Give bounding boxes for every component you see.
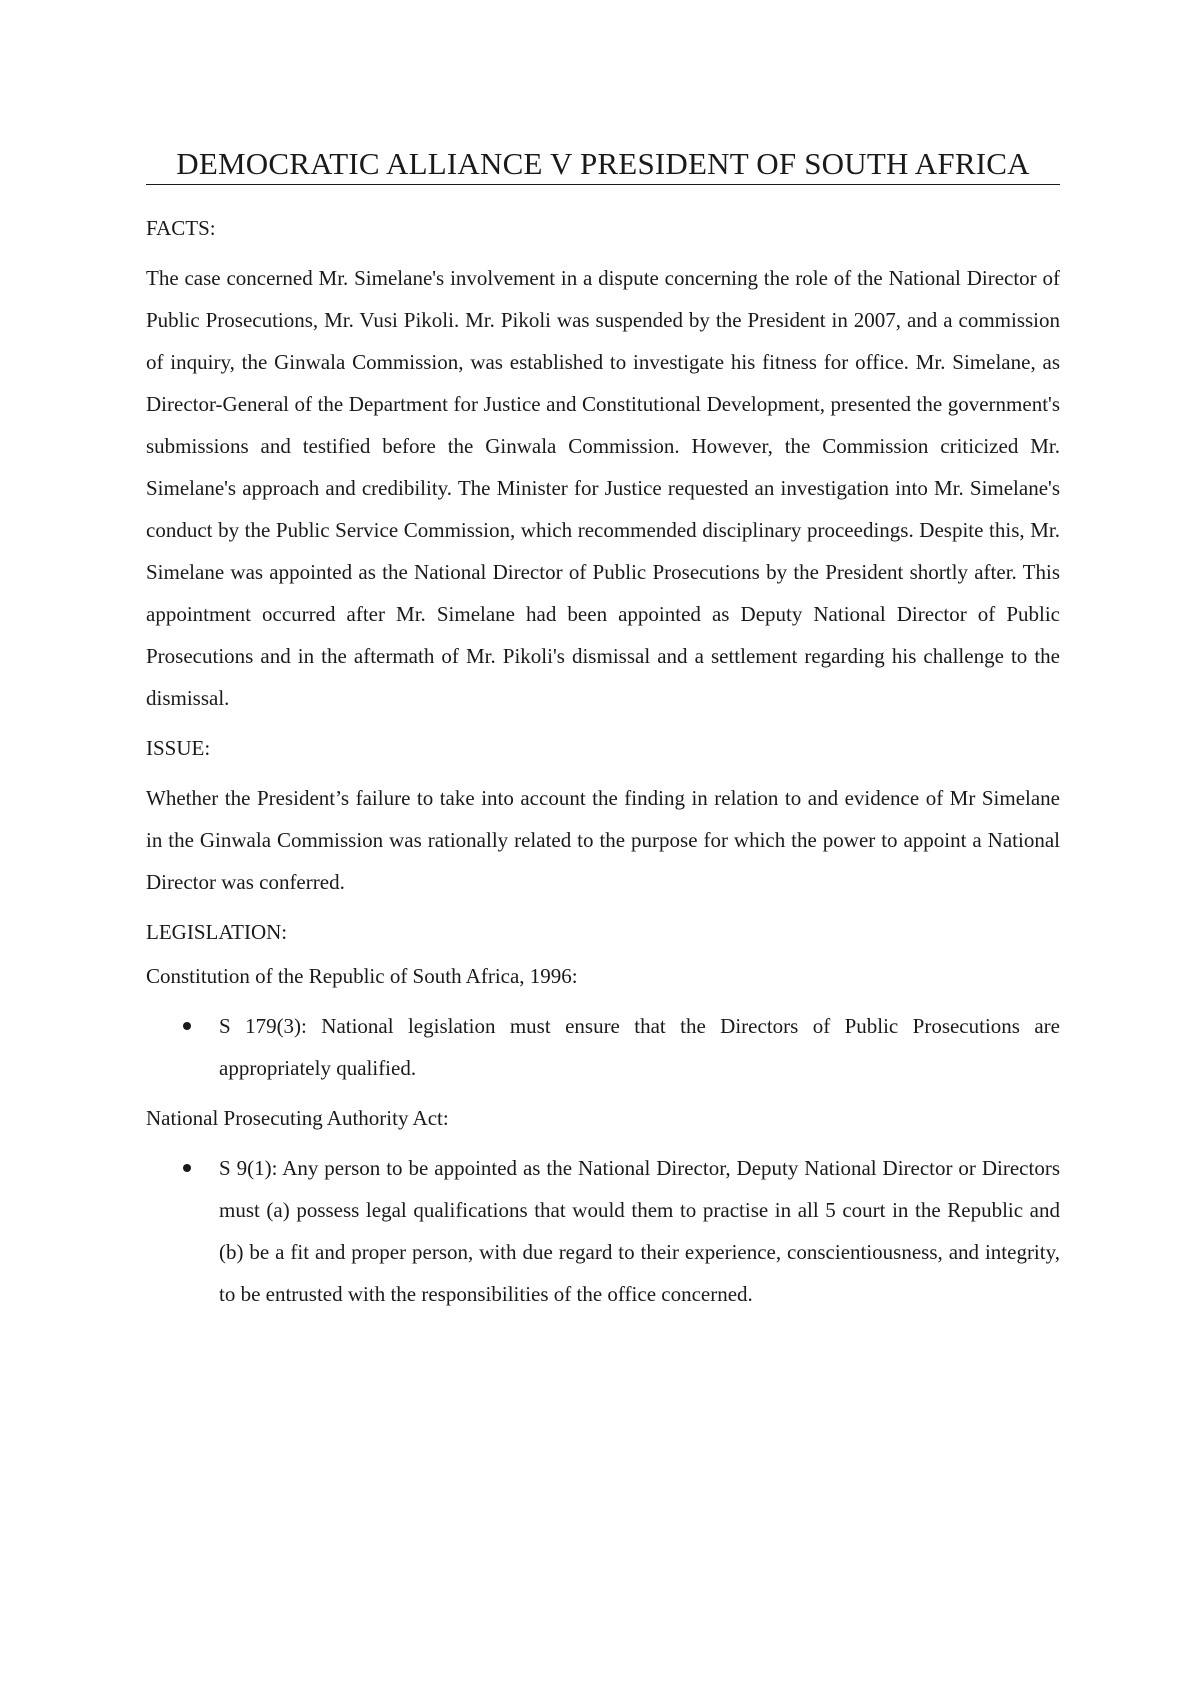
constitution-label: Constitution of the Republic of South Africa, 1996:	[146, 964, 578, 988]
legislation-heading: LEGISLATION:	[146, 920, 288, 944]
list-item-text: S 9(1): Any person to be appointed as the National Director, Deputy National Director or Directors must (a) possess legal qualifications that would them to practise in all 5 court in the Republic and (b) be a fit and proper person, with due regard to their experience, conscientiousness, and integrity, to be entrusted with the responsibilities of the office concerned.	[219, 1156, 1060, 1306]
bullet-icon	[183, 1164, 191, 1172]
facts-paragraph: The case concerned Mr. Simelane's involvement in a dispute concerning the role of the National Director of Public Prosecutions, Mr. Vusi Pikoli. Mr. Pikoli was suspended by the President in 2007, and a commission of inquiry, the Ginwala Commission, was established to investigate his fitness for office. Mr. Simelane, as Director-General of the Department for Justice and Constitutional Development, presented the government's submissions and testified before the Ginwala Commission. However, the Commission criticized Mr. Simelane's approach and credibility. The Minister for Justice requested an investigation into Mr. Simelane's conduct by the Public Service Commission, which recommended disciplinary proceedings. Despite this, Mr. Simelane was appointed as the National Director of Public Prosecutions by the President shortly after. This appointment occurred after Mr. Simelane had been appointed as Deputy National Director of Public Prosecutions and in the aftermath of Mr. Pikoli's dismissal and a settlement regarding his challenge to the dismissal.	[146, 266, 1060, 710]
list-item	[146, 1147, 1060, 1315]
facts-heading: FACTS:	[146, 216, 216, 240]
bullet-icon	[183, 1022, 191, 1030]
issue-paragraph: Whether the President’s failure to take into account the finding in relation to and evidence of Mr Simelane in the Ginwala Commission was rationally related to the purpose for which the power to appoint a National Director was conferred.	[146, 786, 1060, 894]
list-item-text: S 179(3): National legislation must ensure that the Directors of Public Prosecutions are appropriately qualified.	[219, 1014, 1060, 1080]
npa-list	[146, 1147, 1060, 1315]
document-title: DEMOCRATIC ALLIANCE V PRESIDENT OF SOUTH AFRICA	[146, 146, 1060, 185]
npa-label: National Prosecuting Authority Act:	[146, 1106, 449, 1130]
constitution-list	[146, 1005, 1060, 1089]
list-item	[146, 1005, 1060, 1089]
issue-heading: ISSUE:	[146, 736, 211, 760]
document-page	[146, 146, 1060, 1329]
